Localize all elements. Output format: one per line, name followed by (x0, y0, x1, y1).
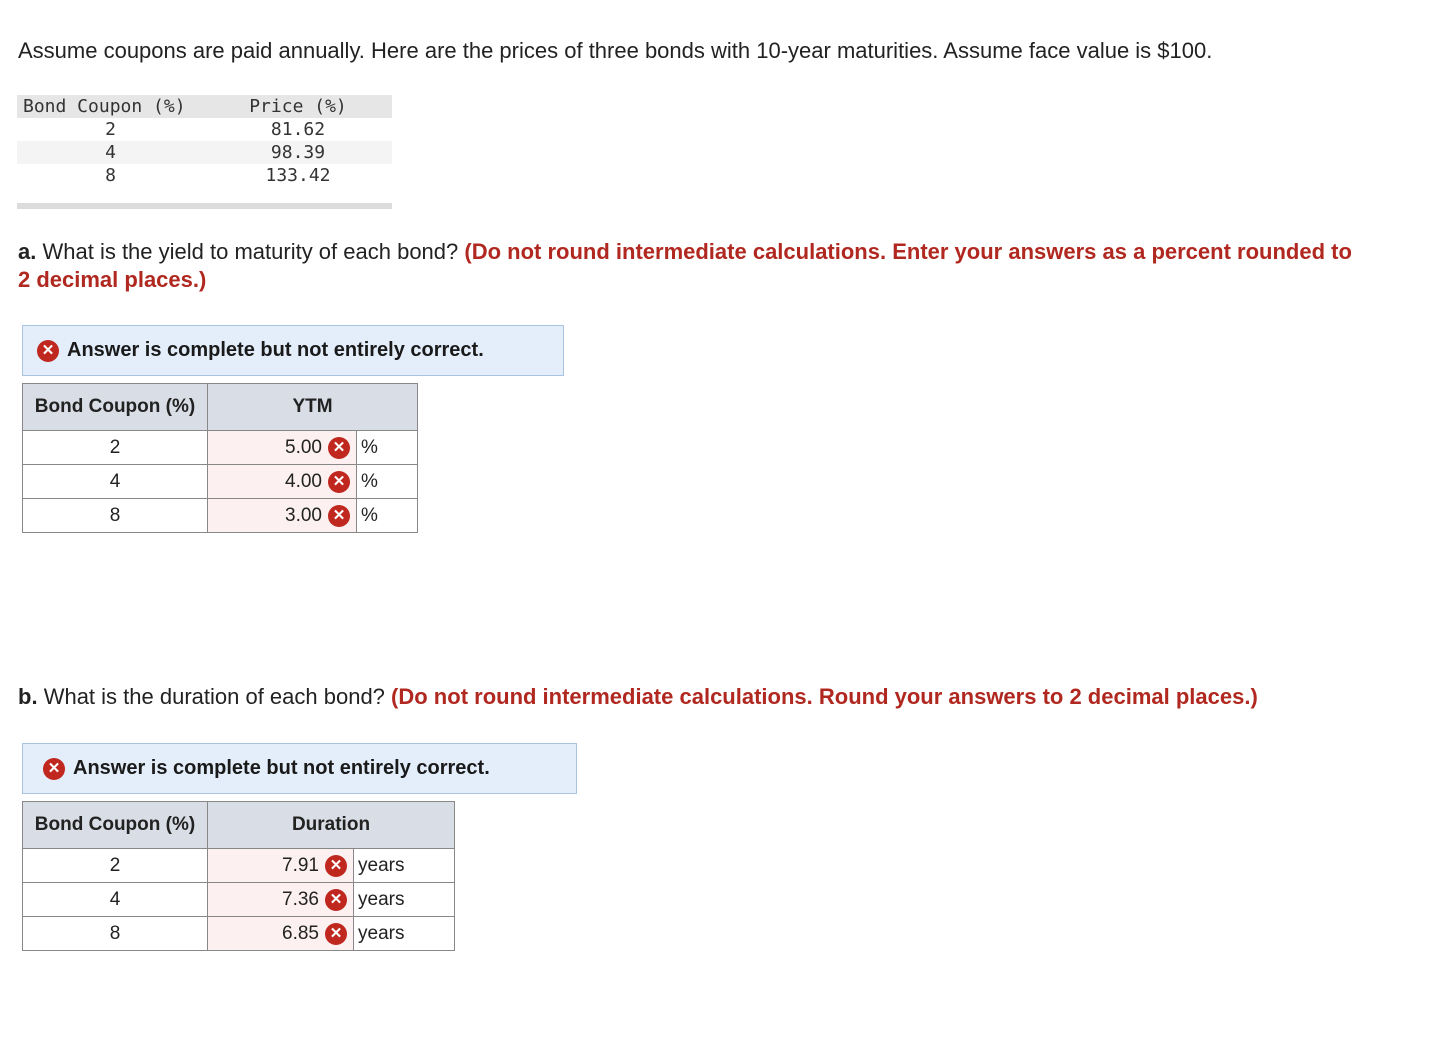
question-a-note: (Do not round intermediate calculations. Enter your answers as a percent rounded to (464, 239, 1352, 264)
table-row (23, 917, 455, 951)
ytm-value: 4.00 (285, 470, 322, 492)
price-cell: 133.42 (265, 165, 331, 186)
question-a (18, 238, 1352, 294)
coupon-cell: 2 (23, 431, 208, 465)
table-bottom-bar (17, 203, 392, 209)
col-header-coupon: Bond Coupon (%) (23, 96, 186, 117)
coupon-cell: 4 (105, 142, 116, 163)
unit-cell: years (354, 849, 455, 883)
question-b-text: What is the duration of each bond? (43, 684, 385, 709)
ytm-value: 3.00 (285, 504, 322, 526)
duration-answer-table (22, 801, 455, 951)
coupon-cell: 4 (23, 883, 208, 917)
question-b (18, 683, 1258, 711)
coupon-cell: 2 (23, 849, 208, 883)
table-row (17, 141, 392, 164)
x-circle-icon: ✕ (328, 505, 350, 527)
ytm-answer-table (22, 383, 418, 533)
table-header-row (23, 384, 418, 431)
col-header-ytm: YTM (208, 384, 418, 431)
x-circle-icon: ✕ (328, 437, 350, 459)
x-circle-icon: ✕ (325, 923, 347, 945)
ytm-input-cell[interactable] (208, 431, 357, 465)
ytm-input-cell[interactable] (208, 465, 357, 499)
coupon-cell: 8 (105, 165, 116, 186)
duration-input-cell[interactable] (208, 917, 354, 951)
duration-value: 6.85 (282, 922, 319, 944)
unit-cell: % (357, 499, 418, 533)
table-row (17, 118, 392, 141)
intro-text: Assume coupons are paid annually. Here are the prices of three bonds with 10-year maturities. Assume face value is $100. (18, 38, 1213, 63)
bond-price-table (17, 95, 392, 209)
price-cell: 98.39 (270, 142, 326, 163)
col-header-coupon: Bond Coupon (%) (23, 802, 208, 849)
coupon-cell: 2 (105, 119, 116, 140)
duration-input-cell[interactable] (208, 849, 354, 883)
duration-input-cell[interactable] (208, 883, 354, 917)
banner-text: Answer is complete but not entirely correct. (67, 339, 484, 361)
answer-status-banner-b (22, 743, 577, 794)
col-header-price: Price (%) (249, 96, 347, 117)
question-b-label: b. (18, 684, 38, 709)
question-b-note: (Do not round intermediate calculations. Round your answers to 2 decimal places.) (391, 684, 1258, 709)
price-cell: 81.62 (270, 119, 326, 140)
bond-table-header (17, 95, 392, 118)
unit-cell: years (354, 883, 455, 917)
coupon-cell: 4 (23, 465, 208, 499)
table-row (23, 431, 418, 465)
x-circle-icon: ✕ (37, 340, 59, 362)
x-circle-icon: ✕ (325, 889, 347, 911)
table-row (23, 883, 455, 917)
col-header-coupon: Bond Coupon (%) (23, 384, 208, 431)
unit-cell: % (357, 465, 418, 499)
duration-value: 7.36 (282, 888, 319, 910)
unit-cell: years (354, 917, 455, 951)
question-a-text: What is the yield to maturity of each bond? (42, 239, 459, 264)
table-row (17, 164, 392, 187)
x-circle-icon: ✕ (325, 855, 347, 877)
table-header-row (23, 802, 455, 849)
table-row (23, 499, 418, 533)
unit-cell: % (357, 431, 418, 465)
coupon-cell: 8 (23, 917, 208, 951)
col-header-duration: Duration (208, 802, 455, 849)
ytm-input-cell[interactable] (208, 499, 357, 533)
answer-status-banner-a (22, 325, 564, 376)
banner-text: Answer is complete but not entirely correct. (73, 757, 490, 779)
question-a-note-cont: 2 decimal places.) (18, 267, 207, 292)
duration-value: 7.91 (282, 854, 319, 876)
ytm-value: 5.00 (285, 436, 322, 458)
question-a-label: a. (18, 239, 37, 264)
coupon-cell: 8 (23, 499, 208, 533)
x-circle-icon: ✕ (43, 758, 65, 780)
table-row (23, 849, 455, 883)
x-circle-icon: ✕ (328, 471, 350, 493)
table-row (23, 465, 418, 499)
